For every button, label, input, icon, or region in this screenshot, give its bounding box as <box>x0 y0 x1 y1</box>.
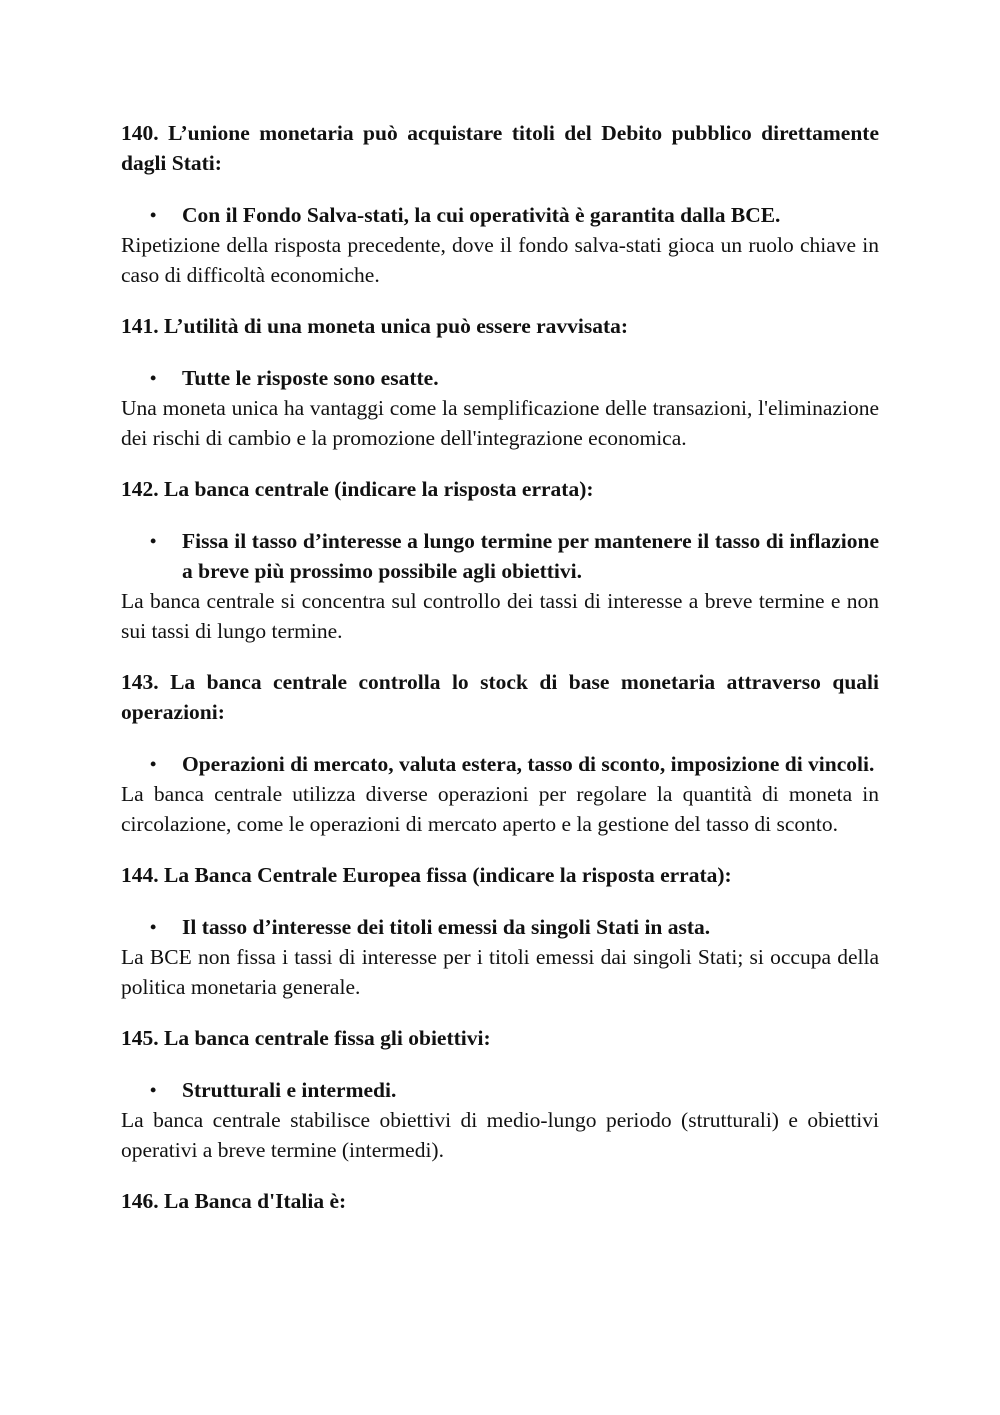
explanation-text: La BCE non fissa i tassi di interesse per i titoli emessi dai singoli Stati; si occupa della politica monetaria generale. <box>121 945 879 999</box>
qa-block-145 <box>121 1023 879 1165</box>
answer-bullet <box>121 200 879 230</box>
answer-bullet <box>121 749 879 779</box>
question-heading: 145. La banca centrale fissa gli obiettivi: <box>121 1026 491 1050</box>
question-heading: 142. La banca centrale (indicare la risposta errata): <box>121 477 594 501</box>
bullet-icon: • <box>150 531 157 551</box>
bullet-icon: • <box>150 205 157 225</box>
answer-bullet <box>121 912 879 942</box>
question-heading: 141. L’utilità di una moneta unica può essere ravvisata: <box>121 314 629 338</box>
answer-text: Con il Fondo Salva-stati, la cui operatività è garantita dalla BCE. <box>182 203 781 227</box>
document-page <box>121 118 879 1238</box>
explanation-text: La banca centrale stabilisce obiettivi di medio-lungo periodo (strutturali) e obiettivi operativi a breve termine (intermedi). <box>121 1108 879 1162</box>
explanation-text: La banca centrale si concentra sul controllo dei tassi di interesse a breve termine e non sui tassi di lungo termine. <box>121 589 879 643</box>
answer-text: Il tasso d’interesse dei titoli emessi da singoli Stati in asta. <box>182 915 711 939</box>
explanation-text: Ripetizione della risposta precedente, dove il fondo salva-stati gioca un ruolo chiave in caso di difficoltà economiche. <box>121 233 879 287</box>
answer-text: Strutturali e intermedi. <box>182 1078 397 1102</box>
answer-bullet <box>121 526 879 586</box>
bullet-icon: • <box>150 917 157 937</box>
bullet-icon: • <box>150 368 157 388</box>
bullet-icon: • <box>150 1080 157 1100</box>
qa-block-141 <box>121 311 879 453</box>
answer-text: Operazioni di mercato, valuta estera, tasso di sconto, imposizione di vincoli. <box>182 752 875 776</box>
explanation-text: La banca centrale utilizza diverse operazioni per regolare la quantità di moneta in circolazione, come le operazioni di mercato aperto e la gestione del tasso di sconto. <box>121 782 879 836</box>
qa-block-144 <box>121 860 879 1002</box>
answer-text: Fissa il tasso d’interesse a lungo termine per mantenere il tasso di inflazione a breve più prossimo possibile agli obiettivi. <box>182 529 879 583</box>
answer-bullet <box>121 363 879 393</box>
qa-block-140 <box>121 118 879 290</box>
question-heading-146: 146. La Banca d'Italia è: <box>121 1189 347 1213</box>
answer-bullet <box>121 1075 879 1105</box>
bullet-icon: • <box>150 754 157 774</box>
qa-block-143 <box>121 667 879 839</box>
qa-block-142 <box>121 474 879 646</box>
answer-text: Tutte le risposte sono esatte. <box>182 366 439 390</box>
question-heading: 140. L’unione monetaria può acquistare titoli del Debito pubblico direttamente dagli Stati: <box>121 121 879 175</box>
question-heading: 143. La banca centrale controlla lo stock di base monetaria attraverso quali operazioni: <box>121 670 879 724</box>
question-heading: 144. La Banca Centrale Europea fissa (indicare la risposta errata): <box>121 863 732 887</box>
explanation-text: Una moneta unica ha vantaggi come la semplificazione delle transazioni, l'eliminazione dei rischi di cambio e la promozione dell'integrazione economica. <box>121 396 879 450</box>
